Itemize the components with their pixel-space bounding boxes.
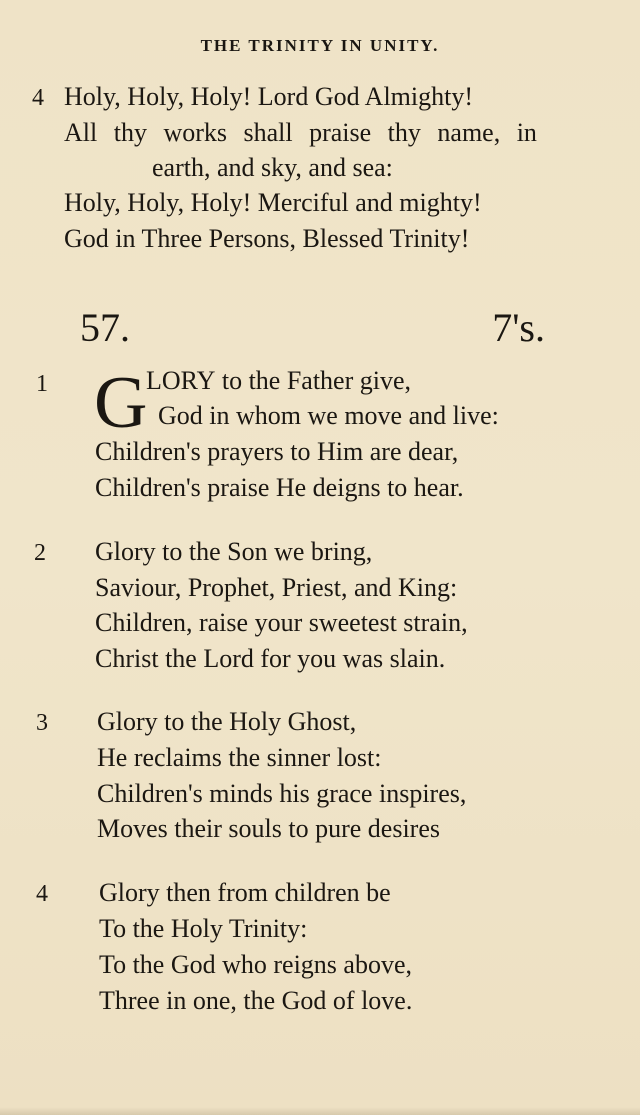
verse-line: Christ the Lord for you was slain.: [95, 644, 446, 673]
verse-line: [146, 368, 411, 394]
verse-line: To the God who reigns above,: [99, 950, 413, 979]
verse-line: Holy, Holy, Holy! Lord God Almighty!: [64, 82, 473, 111]
verse-line: God in Three Persons, Blessed Trinity!: [64, 224, 470, 253]
running-head: THE TRINITY IN UNITY.: [200, 36, 440, 55]
verse-line: God in whom we move and live:: [158, 401, 499, 430]
verse-line: Children's prayers to Him are dear,: [95, 437, 459, 466]
drop-cap: G: [94, 362, 148, 444]
verse-line: Children, raise your sweetest strain,: [95, 608, 468, 637]
verse-line: Three in one, the God of love.: [99, 986, 413, 1015]
hymn-number: 57.: [80, 305, 130, 350]
verse-line: To the Holy Trinity:: [99, 914, 308, 943]
hymn-meter: 7's.: [492, 305, 545, 350]
page-edge-shadow: [0, 1107, 640, 1115]
verse-line: Glory to the Son we bring,: [95, 537, 373, 566]
verse-line: Children's praise He deigns to hear.: [95, 473, 464, 502]
verse-line: All thy works shall praise thy name, in: [64, 118, 537, 147]
verse-line: Moves their souls to pure desires: [97, 814, 441, 843]
verse-line: Children's minds his grace inspires,: [97, 779, 467, 808]
first-line-tail: to the Father give,: [221, 366, 412, 395]
verse-line: Saviour, Prophet, Priest, and King:: [95, 573, 458, 602]
verse-line: He reclaims the sinner lost:: [97, 743, 382, 772]
verse-line: Glory to the Holy Ghost,: [97, 707, 357, 736]
first-word-rest: LORY: [146, 366, 216, 395]
verse-number: 3: [36, 710, 48, 736]
verse-line: earth, and sky, and sea:: [152, 153, 393, 182]
verse-line: Glory then from children be: [99, 878, 391, 907]
verse-number: 4: [32, 85, 44, 111]
verse-number: 4: [36, 881, 48, 907]
verse-line: Holy, Holy, Holy! Merciful and mighty!: [64, 188, 482, 217]
verse-number: 1: [36, 371, 48, 397]
verse-number: 2: [34, 540, 46, 566]
